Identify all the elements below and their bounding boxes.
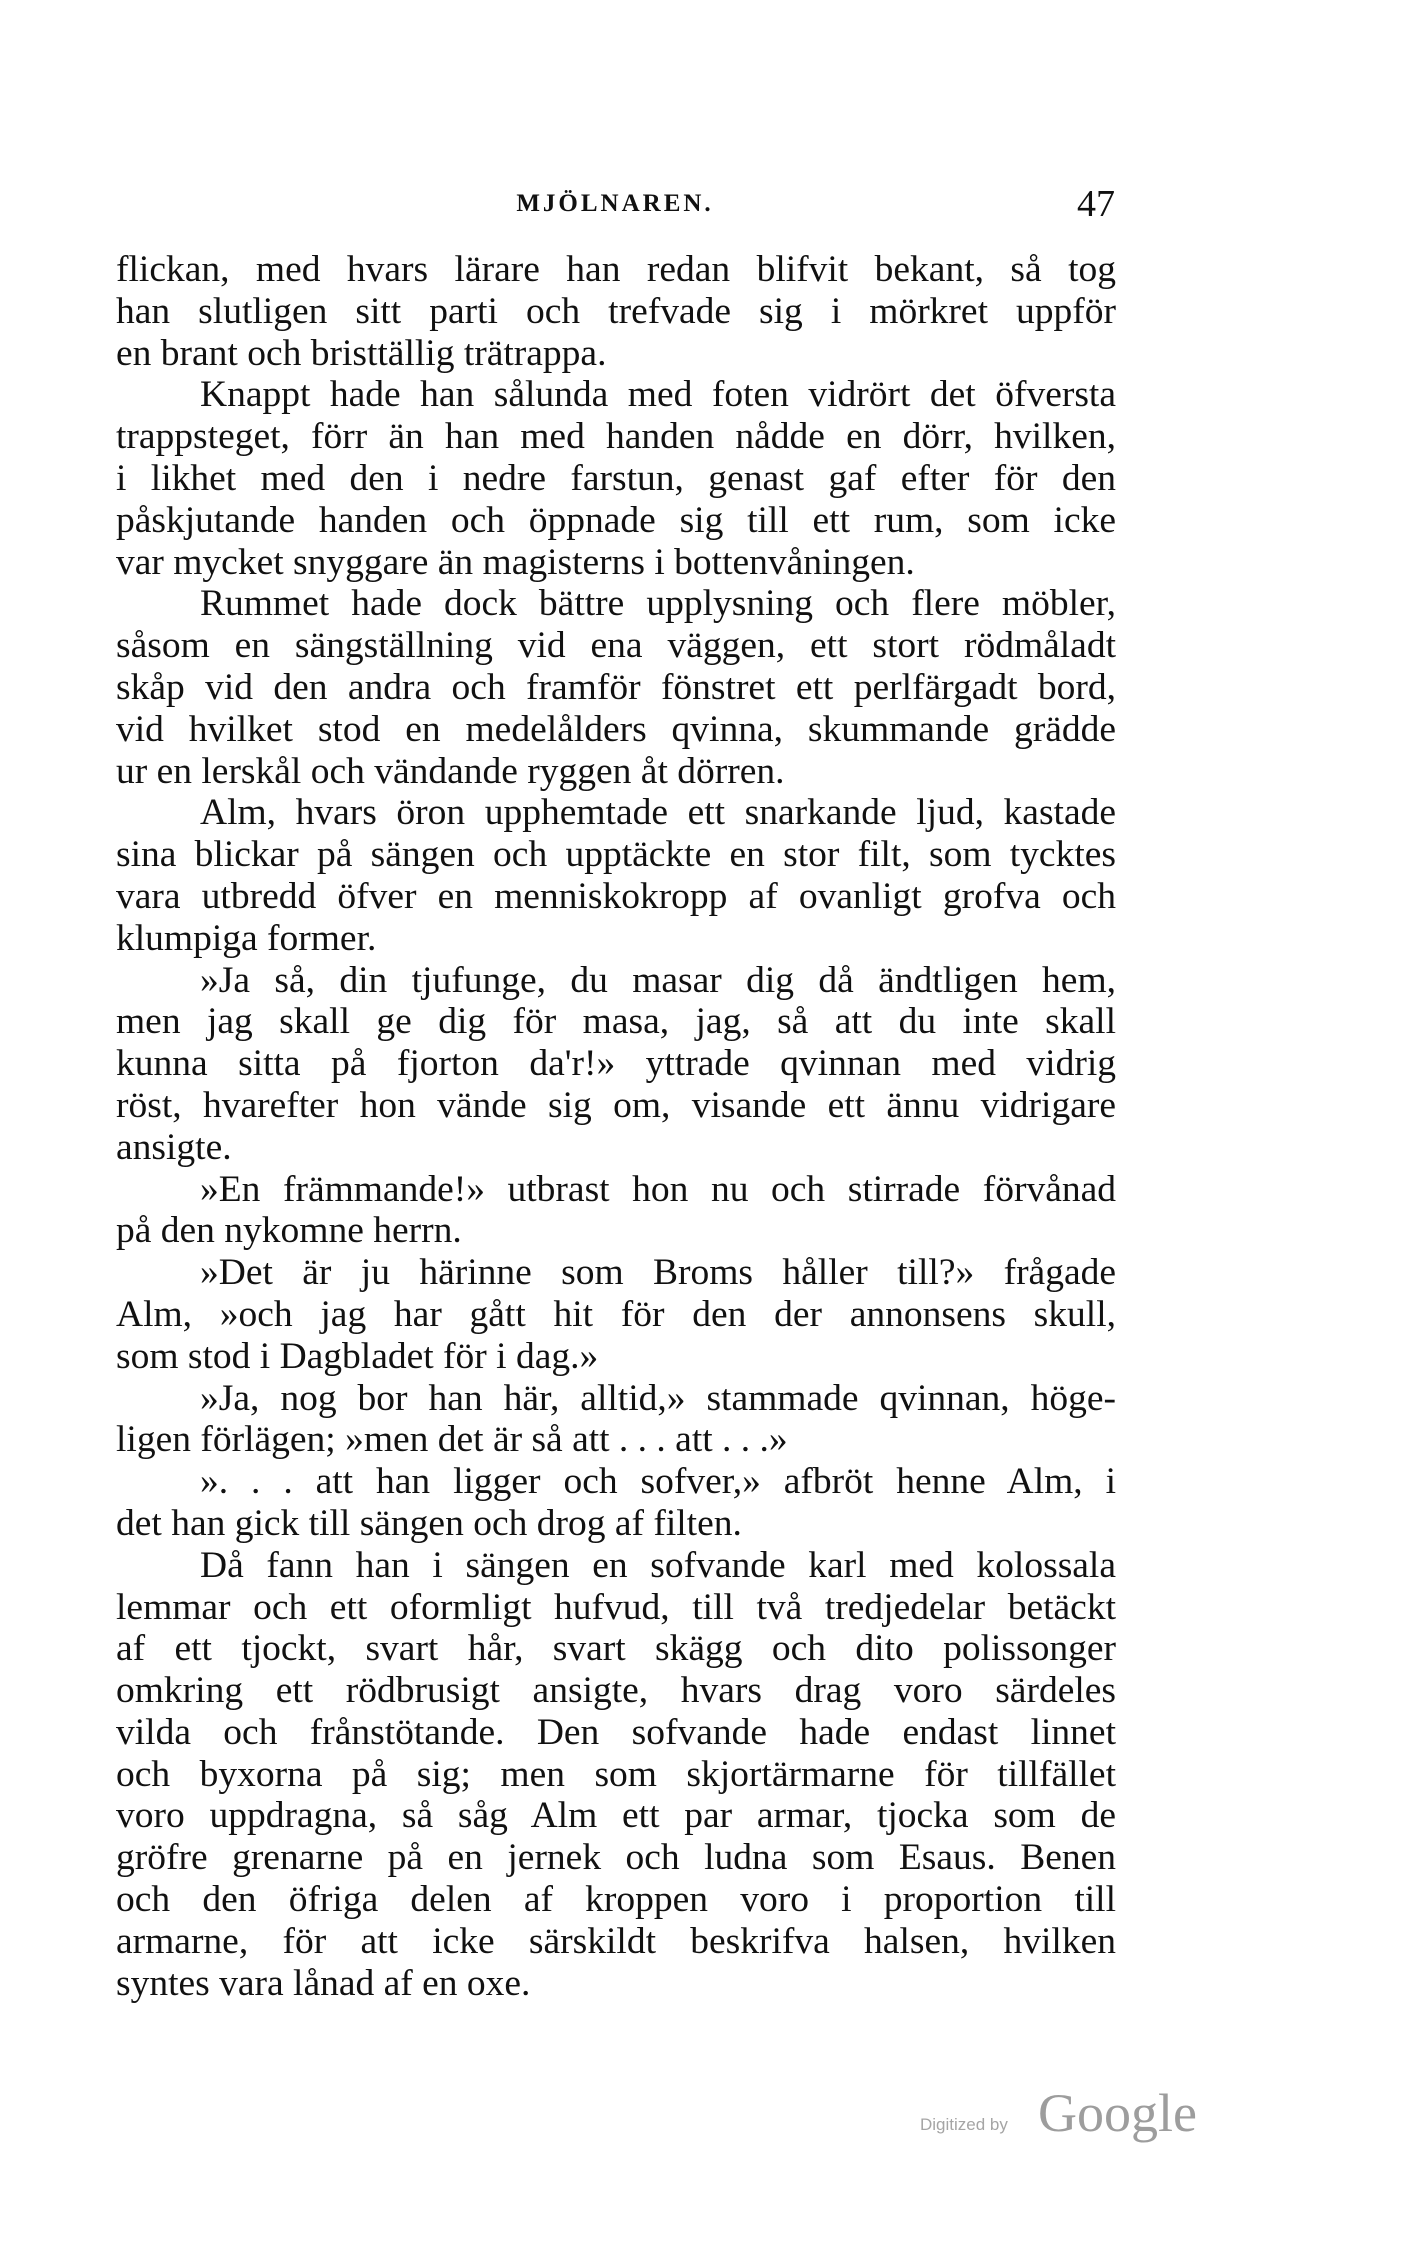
text-line: och den öfriga delen af kroppen voro i proportion till: [116, 1879, 1116, 1921]
text-line: syntes vara lånad af en oxe.: [116, 1962, 531, 2004]
page-number: 47: [1077, 183, 1115, 225]
text-line: som stod i Dagbladet för i dag.»: [116, 1335, 599, 1377]
text-line: skåp vid den andra och framför fönstret ett perlfärgadt bord,: [116, 666, 1116, 708]
text-line: på den nykomne herrn.: [116, 1210, 462, 1252]
body-text: [116, 249, 1116, 2004]
text-line: han slutligen sitt parti och trefvade sig i mörkret uppför: [116, 290, 1116, 332]
text-line: Alm, hvars öron upphemtade ett snarkande ljud, kastade: [200, 792, 1116, 834]
text-line: klumpiga former.: [116, 917, 377, 959]
text-line: gröfre grenarne på en jernek och ludna som Esaus. Benen: [116, 1837, 1116, 1879]
text-line: påskjutande handen och öppnade sig till ett rum, som icke: [116, 499, 1116, 541]
text-line: »Det är ju härinne som Broms håller till?» frågade: [200, 1252, 1116, 1294]
text-line: omkring ett rödbrusigt ansigte, hvars drag voro särdeles: [116, 1670, 1116, 1712]
text-line: Knappt hade han sålunda med foten vidrört det öfversta: [200, 374, 1116, 416]
text-line: »Ja, nog bor han här, alltid,» stammade qvinnan, höge-: [200, 1377, 1116, 1419]
watermark-prefix: Digitized by: [920, 2115, 1008, 2134]
digitization-watermark: [920, 2082, 1200, 2152]
text-line: vara utbredd öfver en menniskokropp af ovanligt grofva och: [116, 875, 1116, 917]
text-line: såsom en sängställning vid ena väggen, ett stort rödmåladt: [116, 625, 1116, 667]
text-line: ligen förlägen; »men det är så att . . . att . . .»: [116, 1419, 788, 1461]
text-line: »Ja så, din tjufunge, du masar dig då ändtligen hem,: [200, 959, 1116, 1001]
text-line: sina blickar på sängen och upptäckte en stor filt, som tycktes: [116, 834, 1116, 876]
text-line: »En främmande!» utbrast hon nu och stirrade förvånad: [200, 1168, 1116, 1210]
text-line: vid hvilket stod en medelålders qvinna, skummande grädde: [116, 708, 1116, 750]
text-line: kunna sitta på fjorton da'r!» yttrade qvinnan med vidrig: [116, 1043, 1116, 1085]
text-line: flickan, med hvars lärare han redan blifvit bekant, så tog: [116, 249, 1116, 290]
text-line: lemmar och ett oformligt hufvud, till två tredjedelar betäckt: [116, 1586, 1116, 1628]
text-line: var mycket snyggare än magisterns i bottenvåningen.: [116, 541, 915, 583]
text-line: en brant och bristtällig trätrappa.: [116, 332, 607, 374]
running-title: MJÖLNAREN.: [516, 190, 714, 217]
text-line: vilda och frånstötande. Den sofvande hade endast linnet: [116, 1711, 1116, 1753]
text-line: i likhet med den i nedre farstun, genast gaf efter för den: [116, 457, 1116, 499]
text-line: ur en lerskål och vändande ryggen åt dörren.: [116, 750, 785, 792]
text-line: och byxorna på sig; men som skjortärmarne för tillfället: [116, 1753, 1116, 1795]
text-line: men jag skall ge dig för masa, jag, så att du inte skall: [116, 1001, 1116, 1043]
text-line: voro uppdragna, så såg Alm ett par armar, tjocka som de: [116, 1795, 1116, 1837]
text-line: det han gick till sängen och drog af filten.: [116, 1502, 742, 1544]
text-line: ansigte.: [116, 1126, 232, 1168]
text-line: röst, hvarefter hon vände sig om, visande ett ännu vidrigare: [116, 1084, 1116, 1126]
text-line: Då fann han i sängen en sofvande karl med kolossala: [200, 1544, 1116, 1586]
text-line: af ett tjockt, svart hår, svart skägg och dito polissonger: [116, 1628, 1116, 1670]
text-line: ». . . att han ligger och sofver,» afbröt henne Alm, i: [200, 1461, 1116, 1503]
running-head: [115, 182, 1115, 232]
text-line: Rummet hade dock bättre upplysning och flere möbler,: [200, 583, 1116, 625]
google-logo: Google: [1038, 2083, 1197, 2143]
text-line: Alm, »och jag har gått hit för den der annonsens skull,: [116, 1293, 1116, 1335]
text-line: trappsteget, förr än han med handen nådde en dörr, hvilken,: [116, 416, 1116, 458]
text-line: armarne, för att icke särskildt beskrifva halsen, hvilken: [116, 1920, 1116, 1962]
